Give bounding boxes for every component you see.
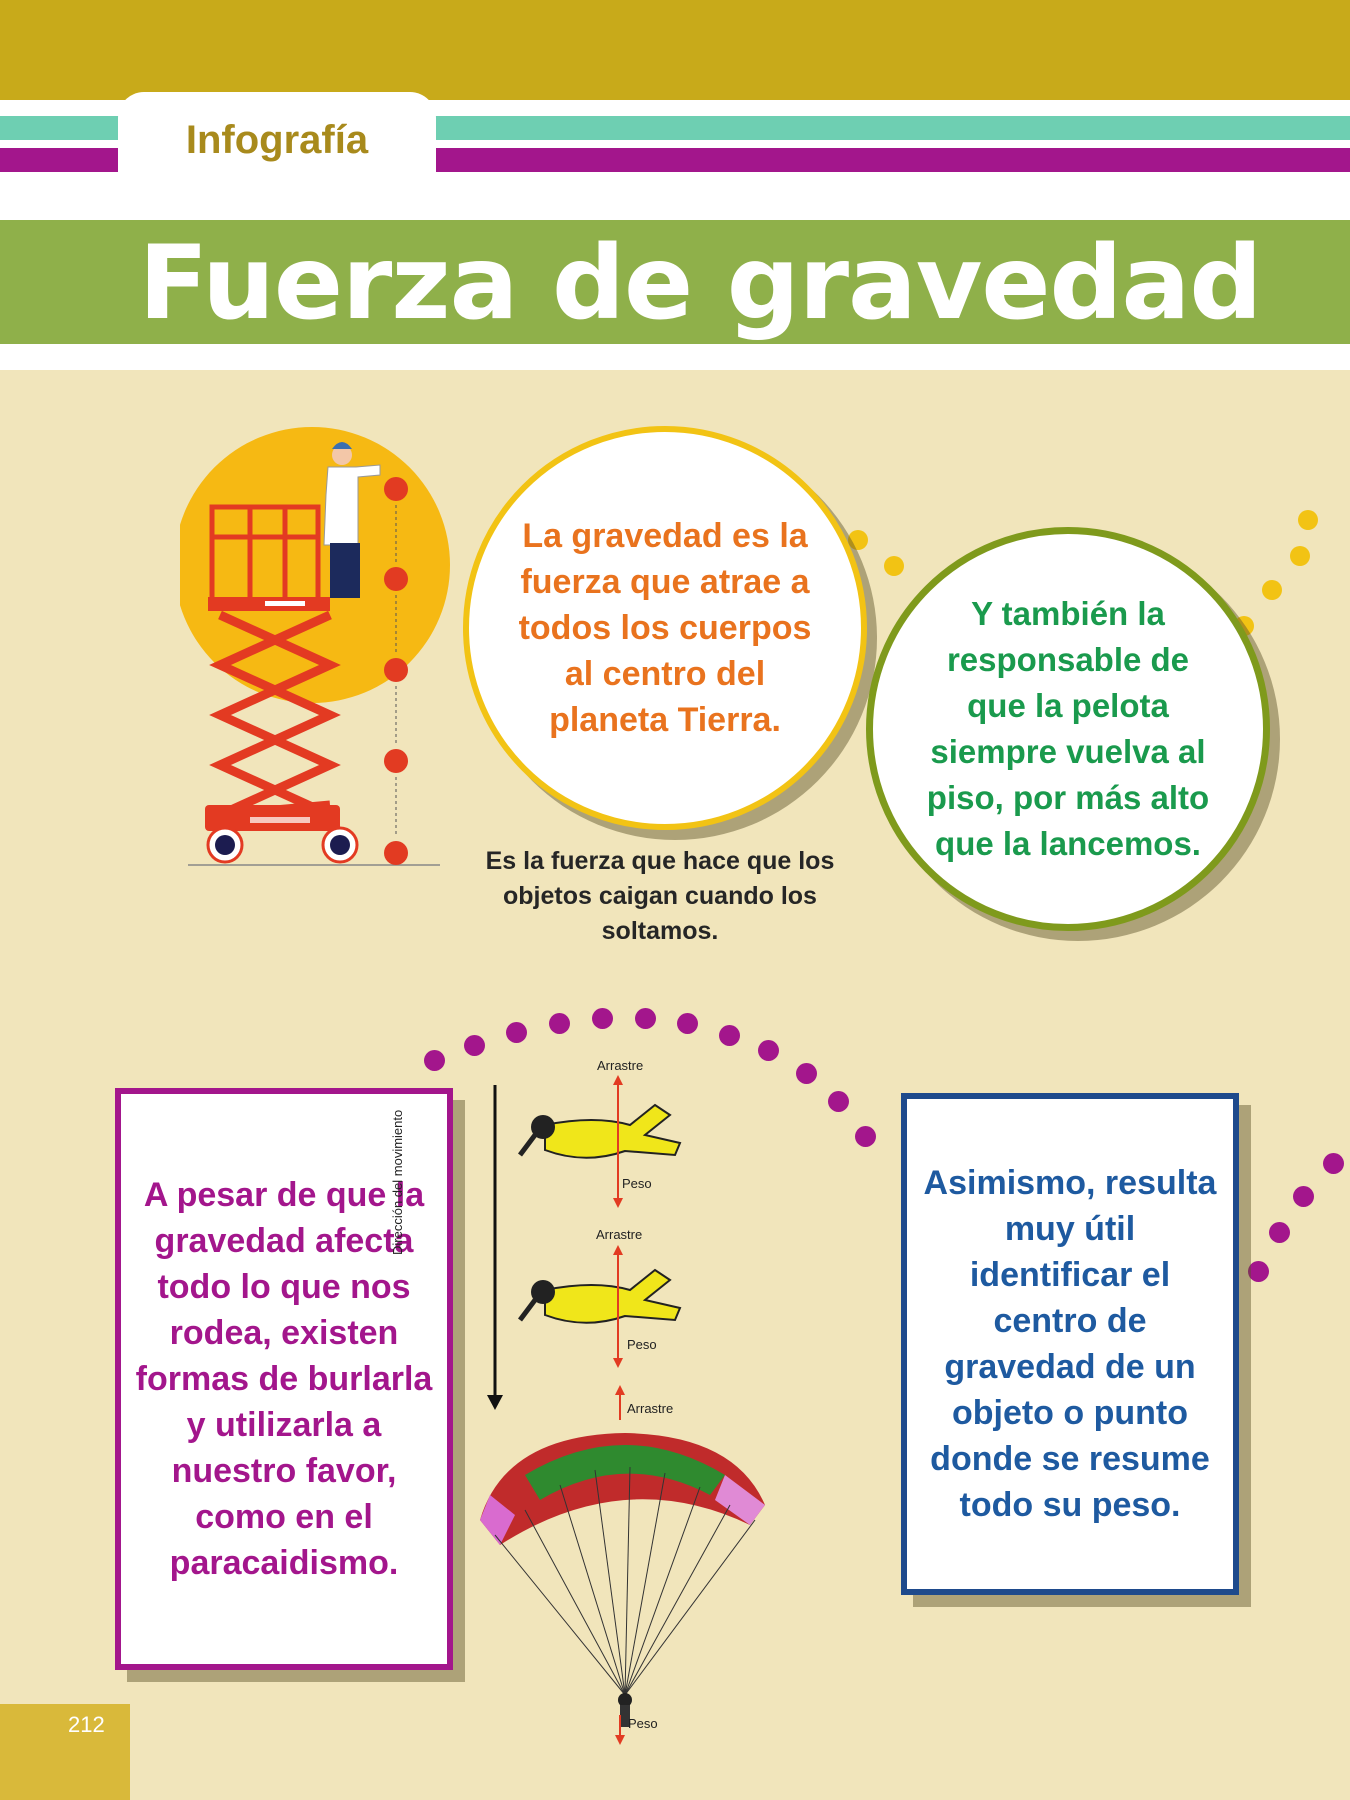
weight-label-1: Peso [622, 1176, 652, 1191]
skydiving-text: A pesar de que la gravedad afecta todo lo que nos rodea, existen formas de burlarla y utilizarla a nuestro favor, como en el paracaidismo. [135, 1176, 433, 1582]
parachute-illustration [480, 1433, 765, 1727]
weight-label-3: Peso [628, 1716, 658, 1731]
center-of-gravity-box [901, 1093, 1239, 1595]
ball-returns-bubble [866, 527, 1270, 931]
page-number-box [0, 1704, 130, 1800]
gravity-definition-bubble [463, 426, 867, 830]
skydiving-diagram [465, 1055, 775, 1745]
skydiver-illustration [520, 1105, 680, 1158]
gravity-caption: Es la fuerza que hace que los objetos caigan cuando los soltamos. [485, 847, 835, 945]
top-bar [0, 0, 1350, 100]
drag-label-1: Arrastre [597, 1058, 644, 1073]
ball-returns-text: Y también la responsable de que la pelota siempre vuelva al piso, por más alto que la lancemos. [926, 595, 1210, 862]
page-title: Fuerza de gravedad [138, 224, 1262, 343]
skydiver-illustration [520, 1270, 680, 1323]
weight-label-2: Peso [627, 1337, 657, 1352]
page-number: 212 [68, 1712, 105, 1737]
gravity-definition-text: La gravedad es la fuerza que atrae a todos los cuerpos al centro del planeta Tierra. [518, 517, 812, 739]
scissor-lift-illustration [180, 425, 460, 875]
title-underline [0, 344, 1350, 370]
drag-label-2: Arrastre [596, 1227, 643, 1242]
drag-label-3: Arrastre [627, 1401, 674, 1416]
section-tab-label: Infografía [185, 118, 369, 162]
center-of-gravity-text: Asimismo, resulta muy útil identificar el centro de gravedad de un objeto o punto donde se resume todo su peso. [923, 1164, 1217, 1524]
movement-direction-label: Dirección del movimiento [390, 1109, 405, 1255]
